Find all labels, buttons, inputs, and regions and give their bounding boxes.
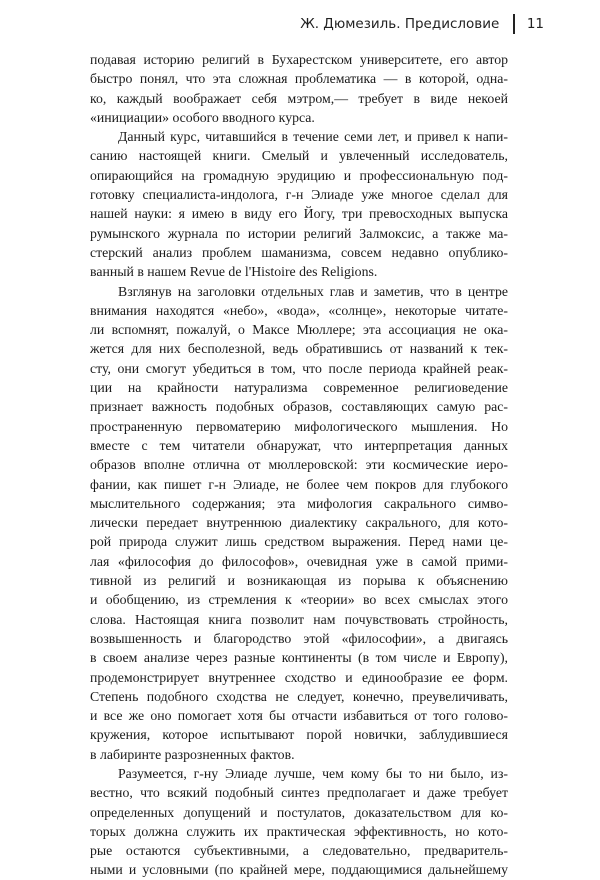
text-line: торых должна служить их практическая эффективность, но кото- (90, 823, 508, 839)
text-line: сту, они смогут убедиться в том, что после периода крайней реак- (90, 360, 508, 376)
text-line: признает важность подобных образов, составляющих самую рас- (90, 399, 508, 415)
header-divider (513, 14, 515, 34)
paragraph (90, 282, 508, 764)
text-line: и обобщению, из стремления к «теории» во всех смыслах этого (90, 592, 508, 608)
text-line: нашей науки: я имею в виду его Йогу, три превосходных выпуска (90, 206, 508, 222)
text-line: и все же оно помогает хотя бы отчасти избавиться от того голово- (90, 708, 508, 724)
text-line: Разумеется, г-ну Элиаде лучше, чем кому бы то ни было, из- (118, 765, 508, 781)
text-line: Взглянув на заголовки отдельных глав и заметив, что в центре (118, 283, 508, 299)
text-line: в лабиринте разрозненных фактов. (90, 746, 295, 762)
text-line: ными и условными (по крайней мере, поддающимися дальнейшему (90, 862, 508, 878)
text-line: в своем анализе через разные континенты (в том числе и Европу), (90, 650, 508, 666)
text-line: кружения, которое испытывают порой новички, заблудившиеся (90, 727, 508, 743)
text-line: подавая историю религий в Бухарестском университете, его автор (90, 52, 508, 67)
text-line: тивной из религий и возникающая из порыва к объяснению (90, 573, 508, 589)
paragraph (90, 50, 508, 127)
paragraph (90, 127, 508, 281)
text-line: рой природа служит лишь средством выражения. Перед нами це- (90, 534, 508, 550)
text-line: ли вспомнят, пожалуй, о Максе Мюллере; эта ассоциация не ока- (90, 322, 508, 338)
text-line: определенных допущений и постулатов, доказательством для ко- (90, 804, 508, 820)
text-line: образов вполне отлична от мюллеровской: эти космические иеро- (90, 457, 508, 473)
text-line: Степень подобного сходства не следует, конечно, преувеличивать, (90, 688, 508, 704)
text-line: готовку специалиста-индолога, г-н Элиаде уже многое сделал для (90, 187, 508, 203)
text-line: лически передает внутреннюю диалектику сакрального, для кото- (90, 515, 508, 531)
page-number: 11 (526, 16, 544, 32)
text-line: вестно, что всякий подобный синтез предполагает и даже требует (90, 785, 508, 801)
text-line: санию настоящей книги. Смелый и увлеченный исследователь, (90, 148, 508, 164)
running-header-title: Ж. Дюмезиль. Предисловие (300, 16, 500, 32)
text-line: Данный курс, читавшийся в течение семи лет, и привел к напи- (118, 129, 508, 145)
body-text (90, 50, 508, 880)
text-line: рые остаются субъективными, а следовательно, предваритель- (90, 843, 508, 859)
text-line: вместе с тем читатели обнаружат, что интерпретация данных (90, 437, 508, 453)
text-line: слова. Настоящая книга позволит нам почувствовать стройность, (90, 611, 508, 627)
text-line: «инициации» особого вводного курса. (90, 109, 315, 125)
text-line: лая «философия до философов», очевидная уже в самой прими- (90, 553, 508, 569)
running-header (300, 14, 544, 34)
text-line: румынского журнала по истории религий Залмоксис, а также ма- (90, 225, 508, 241)
text-line: ко, каждый воображает себя мэтром,— требует в виде некоей (90, 90, 508, 106)
text-line: стерский анализ проблем шаманизма, совсем недавно опублико- (90, 244, 508, 260)
text-line: ванный в нашем Revue de l'Histoire des Religions. (90, 264, 378, 280)
text-line: возвышенность и благородство этой «философии», а двигаясь (90, 630, 508, 646)
text-line: внимания находятся «небо», «вода», «солнце», некоторые читате- (90, 302, 508, 318)
text-line: фании, как пишет г-н Элиаде, не более чем покров для глубокого (90, 476, 508, 492)
text-line: продемонстрирует внутреннее сходство и единообразие ее форм. (90, 669, 508, 685)
paragraph (90, 764, 508, 880)
text-line: ции на крайности натурализма современное религиоведение (90, 380, 508, 396)
text-line: пространенную первоматерию мифологического мышления. Но (90, 418, 508, 434)
text-line: быстро понял, что эта сложная проблематика — в которой, одна- (90, 71, 508, 87)
text-line: жется для них бесполезной, ведь обратившись от названий к тек- (90, 341, 508, 357)
text-line: опирающийся на громадную эрудицию и профессиональную под- (90, 167, 508, 183)
text-line: мыслительного содержания; эта мифология сакрального симво- (90, 495, 508, 511)
